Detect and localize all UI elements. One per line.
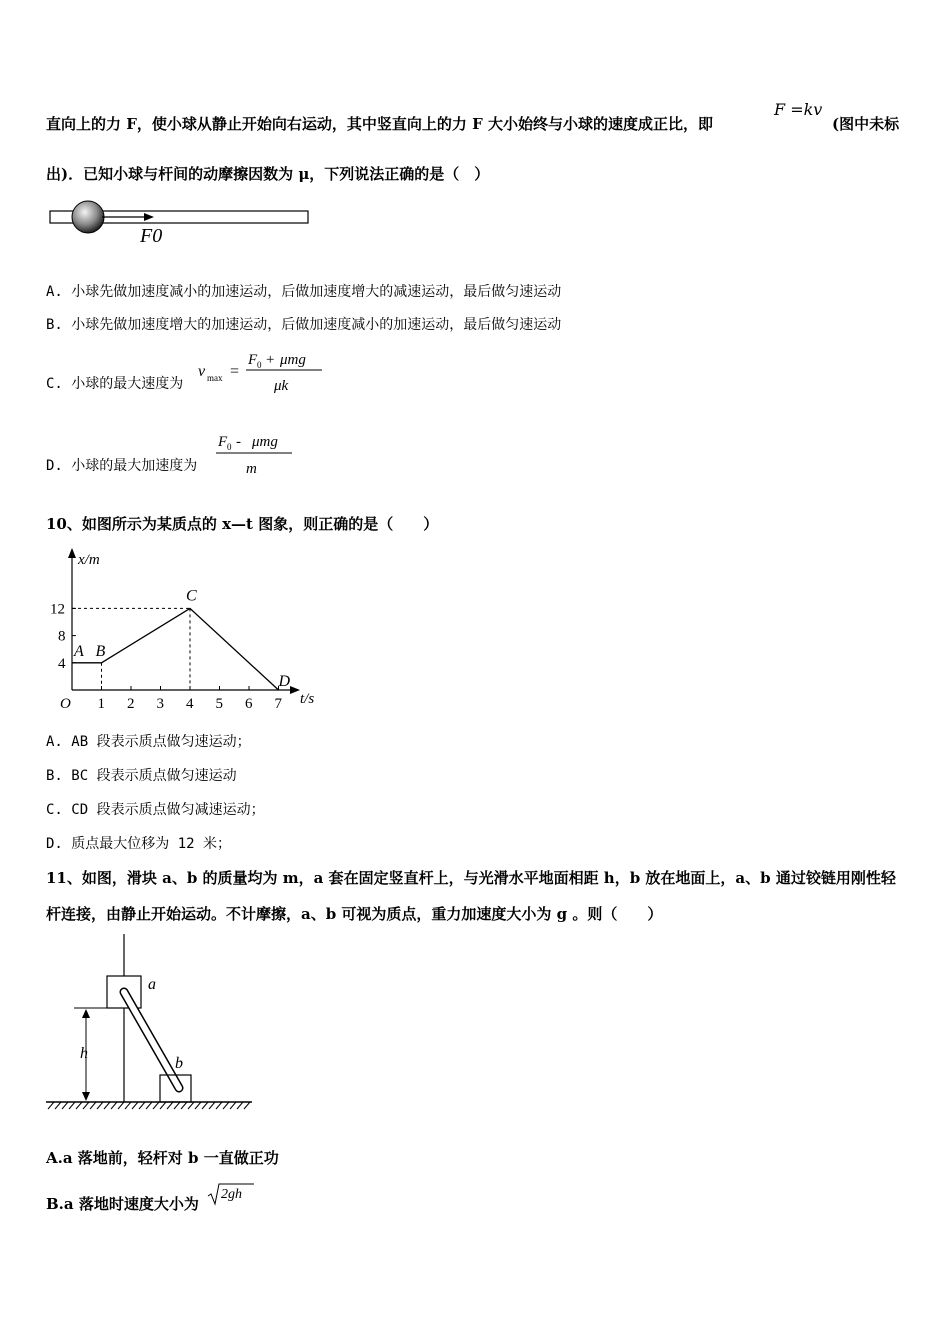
hatch-mark	[125, 1102, 131, 1109]
q9-option-C-formula	[196, 344, 336, 400]
hatch-mark	[62, 1102, 68, 1109]
point-label-C: C	[186, 587, 197, 605]
hatch-mark	[48, 1102, 54, 1109]
q10-xt-chart	[44, 542, 334, 718]
hatch-mark	[104, 1102, 110, 1109]
svg-text:0: 0	[227, 442, 232, 452]
hatch-mark	[132, 1102, 138, 1109]
hatch-mark	[223, 1102, 229, 1109]
q9-rod-ball-figure	[44, 196, 324, 252]
q11-line1: 11、如图，滑块 a、b 的质量均为 m，a 套在固定竖直杆上，与光滑水平地面相距 h，b 放在地面上，a、b 通过铰链用刚性轻	[46, 869, 896, 887]
y-axis-arrow	[68, 548, 76, 558]
hatch-mark	[167, 1102, 173, 1109]
svg-text:=: =	[230, 363, 240, 380]
svg-text:μk: μk	[274, 378, 289, 394]
x-axis-label: t/s	[300, 691, 315, 707]
svg-text:F: F	[248, 352, 258, 368]
svg-text:max: max	[207, 373, 223, 383]
q11-slider-figure	[44, 934, 258, 1114]
hatch-mark	[146, 1102, 152, 1109]
hatch-mark	[139, 1102, 145, 1109]
x-tick-label: 3	[156, 696, 164, 712]
q10-option-A: A. AB 段表示质点做匀速运动；	[46, 734, 251, 750]
svg-text:2gh: 2gh	[221, 1187, 242, 1202]
hatch-mark	[174, 1102, 180, 1109]
hatch-mark	[76, 1102, 82, 1109]
svg-text:h: h	[80, 1045, 88, 1062]
point-label-B: B	[95, 642, 106, 660]
hatch-mark	[188, 1102, 194, 1109]
x-tick-label: 4	[186, 696, 194, 712]
hatch-mark	[153, 1102, 159, 1109]
ball	[72, 201, 104, 233]
svg-text:+: +	[266, 352, 275, 368]
y-tick-label: 4	[58, 655, 66, 672]
hatch-mark	[118, 1102, 124, 1109]
svg-text:μmg: μmg	[280, 352, 306, 368]
y-tick-label: 8	[58, 628, 66, 645]
q9-line2: 出)．已知小球与杆间的动摩擦因数为 μ，下列说法正确的是（ ）	[46, 165, 490, 183]
x-tick-label: 7	[274, 696, 282, 712]
hatch-mark	[55, 1102, 61, 1109]
hatch-mark	[244, 1102, 250, 1109]
q9-line1: 直向上的力 F，使小球从静止开始向右运动，其中竖直向上的力 F 大小始终与小球的速度成正比，即	[46, 115, 713, 133]
x-tick-label: 5	[215, 696, 223, 712]
svg-text:F: F	[218, 434, 228, 450]
point-label-A: A	[74, 642, 84, 660]
ground-hatching	[48, 1102, 250, 1109]
q10-option-B: B. BC 段表示质点做匀速运动	[46, 768, 237, 784]
x-tick-label: 6	[245, 696, 253, 712]
q11-option-B: B.a 落地时速度大小为	[46, 1195, 199, 1213]
force-label: F0	[140, 225, 163, 247]
q11-line2: 杆连接，由静止开始运动。不计摩擦，a、b 可视为质点，重力加速度大小为 g 。则（ ）	[46, 905, 663, 923]
q9-line1-tail: (图中未标	[832, 115, 900, 133]
q11-option-B-formula	[206, 1180, 256, 1208]
hatch-mark	[216, 1102, 222, 1109]
y-axis-label: x/m	[78, 552, 100, 568]
hatch-mark	[160, 1102, 166, 1109]
q9-formula-F-kv: F =kv	[774, 100, 823, 119]
rigid-rod-inner	[124, 992, 179, 1088]
svg-text:a: a	[148, 976, 156, 993]
hatch-mark	[230, 1102, 236, 1109]
x-axis-arrow	[290, 686, 300, 694]
x-tick-label: O	[60, 696, 71, 712]
q10-stem: 10、如图所示为某质点的 x—t 图象，则正确的是（ ）	[46, 515, 439, 533]
svg-text:-: -	[236, 434, 241, 450]
point-label-D: D	[278, 673, 291, 690]
q9-option-B: B. 小球先做加速度增大的加速运动，后做加速度减小的加速运动，最后做匀速运动	[46, 317, 562, 333]
q10-option-D: D. 质点最大位移为 12 米；	[46, 836, 232, 852]
hatch-mark	[69, 1102, 75, 1109]
hatch-mark	[111, 1102, 117, 1109]
svg-text:v: v	[198, 363, 206, 380]
svg-text:m: m	[246, 461, 257, 477]
x-tick-label: 2	[127, 696, 135, 712]
y-tick-label: 12	[50, 601, 65, 618]
hatch-mark	[97, 1102, 103, 1109]
svg-text:μmg: μmg	[252, 434, 278, 450]
hatch-mark	[202, 1102, 208, 1109]
hatch-mark	[181, 1102, 187, 1109]
hatch-mark	[237, 1102, 243, 1109]
hatch-mark	[195, 1102, 201, 1109]
q9-option-C: C. 小球的最大速度为	[46, 376, 184, 392]
hatch-mark	[90, 1102, 96, 1109]
svg-text:b: b	[175, 1055, 183, 1072]
q11-option-A: A.a 落地前，轻杆对 b 一直做正功	[46, 1149, 279, 1167]
q9-option-A: A. 小球先做加速度减小的加速运动，后做加速度增大的减速运动，最后做匀速运动	[46, 284, 562, 300]
q9-option-D-formula	[212, 426, 302, 482]
svg-text:0: 0	[257, 360, 262, 370]
hatch-mark	[209, 1102, 215, 1109]
hatch-mark	[83, 1102, 89, 1109]
x-tick-label: 1	[97, 696, 105, 712]
q10-option-C: C. CD 段表示质点做匀减速运动；	[46, 802, 265, 818]
q9-option-D: D. 小球的最大加速度为	[46, 458, 198, 474]
